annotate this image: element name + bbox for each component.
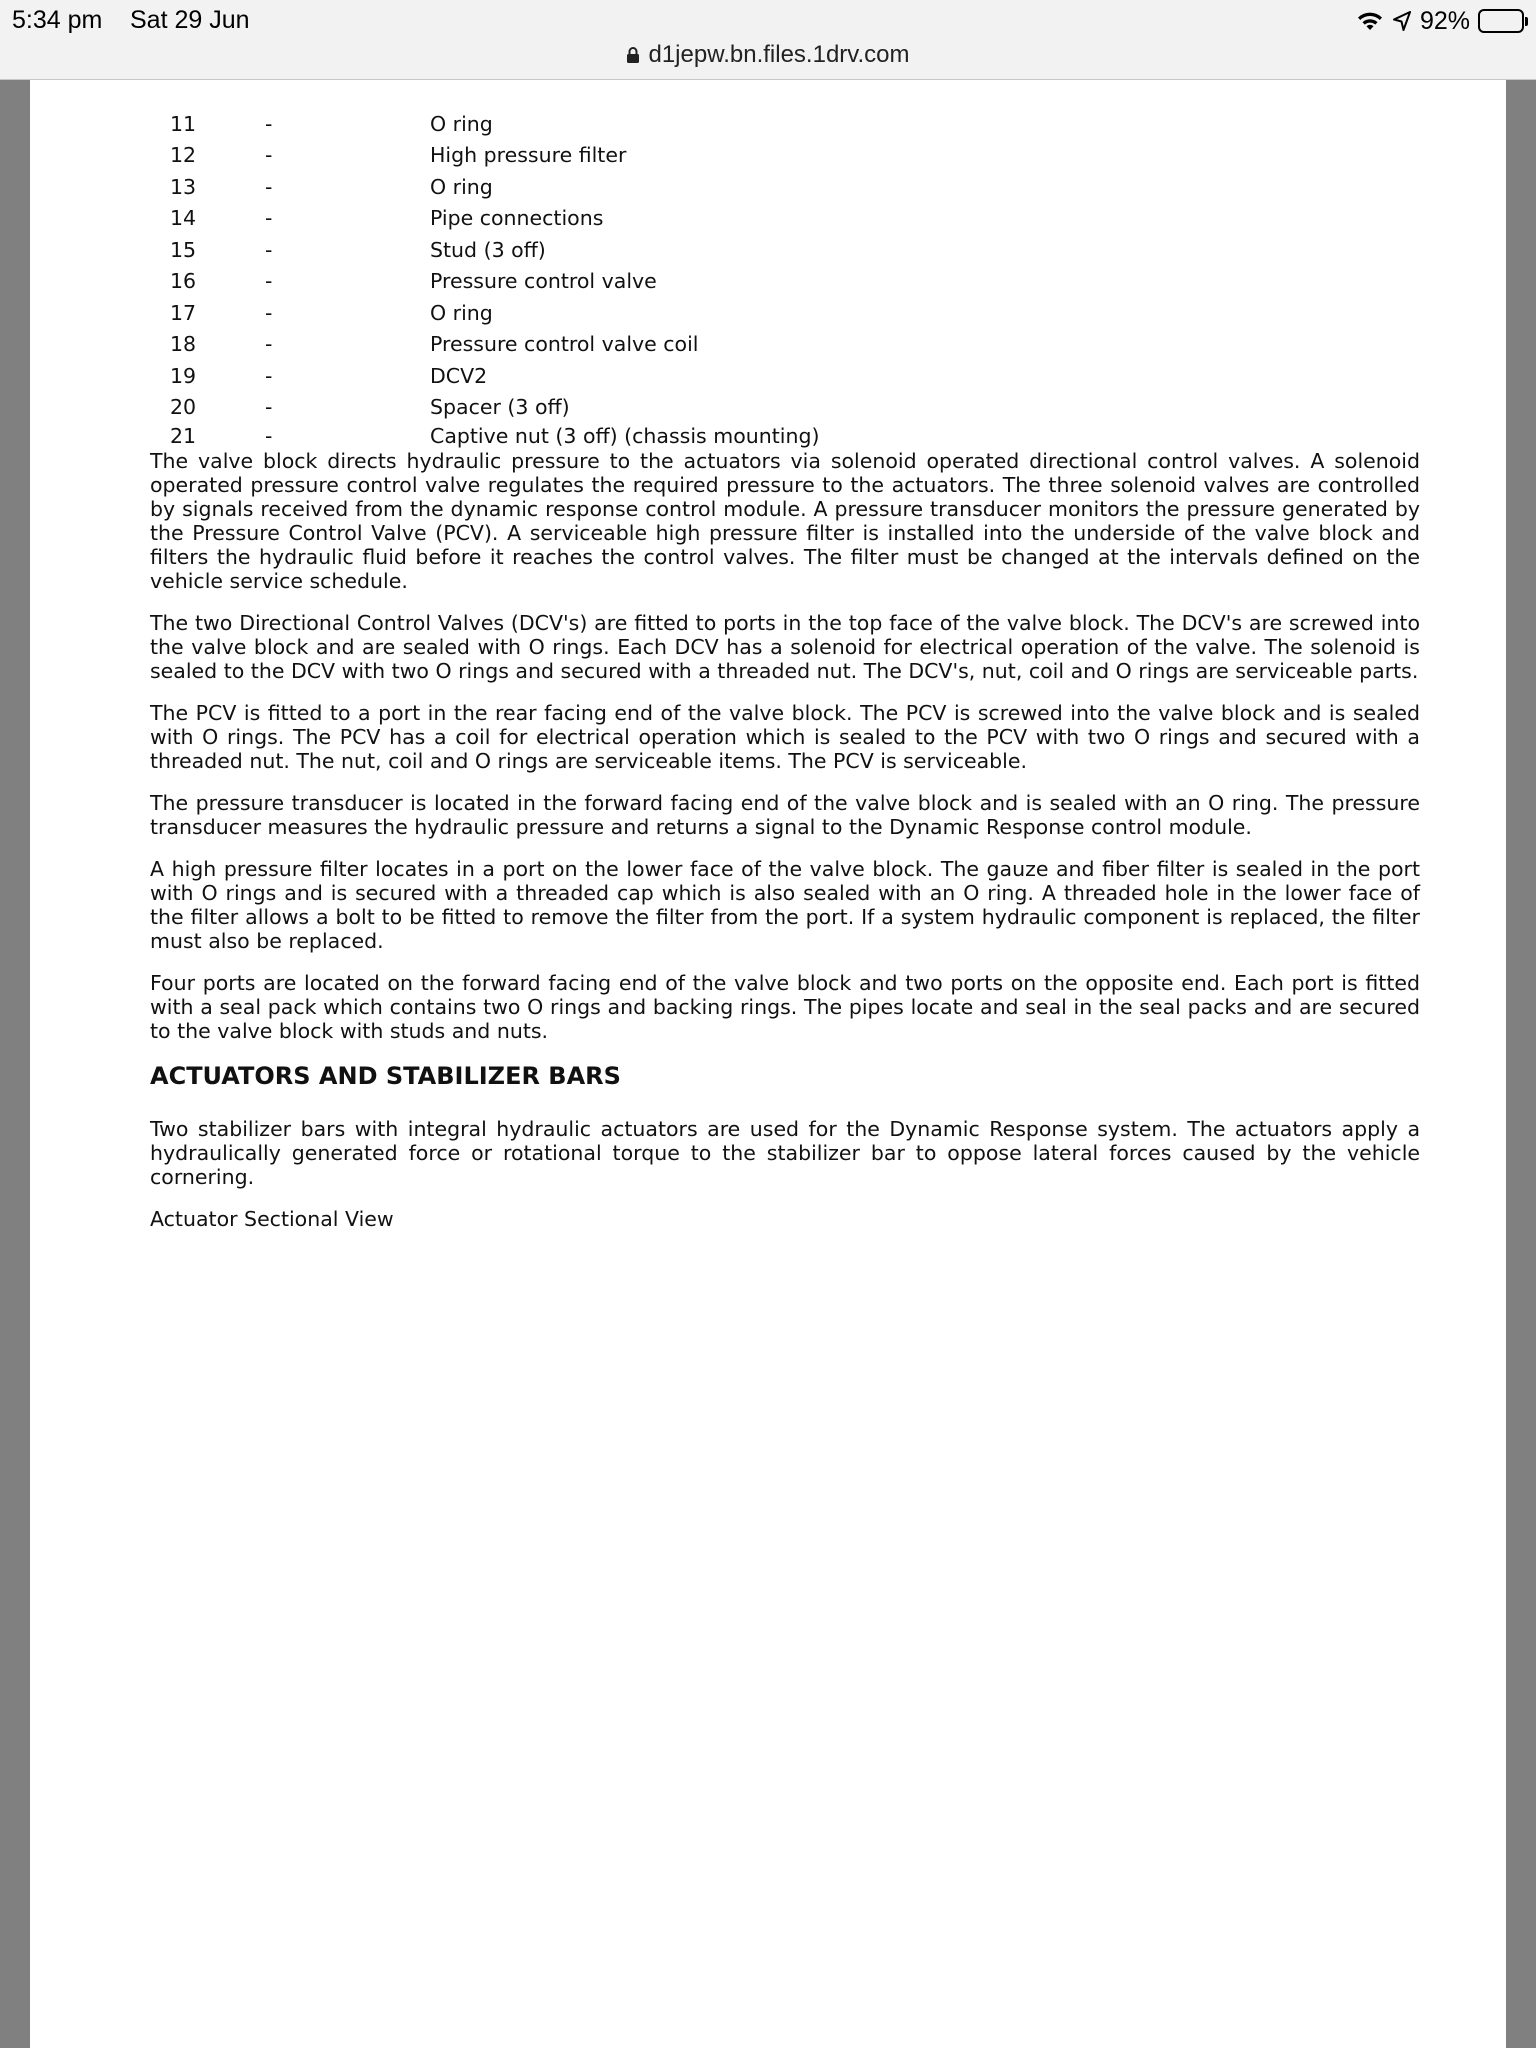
location-arrow-icon	[1392, 10, 1412, 32]
part-dash: -	[265, 111, 273, 136]
part-description: Pressure control valve	[430, 269, 657, 294]
part-description: DCV2	[430, 363, 488, 388]
battery-icon	[1478, 9, 1528, 33]
part-number: 14	[170, 206, 197, 231]
part-number: 12	[170, 143, 197, 168]
part-number: 19	[170, 363, 197, 388]
part-dash: -	[265, 174, 273, 199]
part-description: O ring	[430, 174, 493, 199]
part-number: 13	[170, 174, 197, 199]
part-number: 21	[170, 424, 197, 448]
parts-row	[150, 203, 819, 235]
paragraph-dcv: The two Directional Control Valves (DCV's) are fitted to ports in the top face of the valve block. The DCV's are screwed into the valve block and are sealed with O rings. Each DCV has a solenoid for electrical operation of the valve. The solenoid is sealed to the DCV with two O rings and secured with a threaded nut. The DCV's, nut, coil and O rings are serviceable parts.	[150, 611, 1420, 683]
paragraph-transducer: The pressure transducer is located in the forward facing end of the valve block and is sealed with an O ring. The pressure transducer measures the hydraulic pressure and returns a signal to the Dynamic Response control module.	[150, 791, 1420, 839]
part-number: 20	[170, 395, 197, 420]
parts-row	[150, 108, 819, 140]
parts-list	[150, 108, 819, 449]
parts-row	[150, 329, 819, 361]
figure-caption: Actuator Sectional View	[150, 1207, 394, 1231]
part-number: 18	[170, 332, 197, 357]
paragraph-ports: Four ports are located on the forward facing end of the valve block and two ports on the opposite end. Each port is fitted with a seal pack which contains two O rings and backing rings. The pipes locate and seal in the seal packs and are secured to the valve block with studs and nuts.	[150, 971, 1420, 1043]
part-dash: -	[265, 395, 273, 420]
part-description: Pressure control valve coil	[430, 332, 699, 357]
parts-row	[150, 234, 819, 266]
section-heading: ACTUATORS AND STABILIZER BARS	[150, 1062, 621, 1090]
part-description: O ring	[430, 111, 493, 136]
document-page[interactable]	[30, 80, 1506, 2048]
paragraph-valve-block: The valve block directs hydraulic pressure to the actuators via solenoid operated directional control valves. A solenoid operated pressure control valve regulates the required pressure to the actuators. The three solenoid valves are controlled by signals received from the dynamic response control module. A pressure transducer monitors the pressure generated by the Pressure Control Valve (PCV). A serviceable high pressure filter is installed into the underside of the valve block and filters the hydraulic fluid before it reaches the control valves. The filter must be changed at the intervals defined on the vehicle service schedule.	[150, 449, 1420, 593]
parts-row	[150, 171, 819, 203]
part-description: Stud (3 off)	[430, 237, 546, 262]
part-number: 16	[170, 269, 197, 294]
status-indicators	[1356, 6, 1528, 36]
status-time: 5:34 pm	[12, 6, 103, 34]
paragraph-pcv: The PCV is fitted to a port in the rear facing end of the valve block. The PCV is screwed into the valve block and is sealed with O rings. The PCV has a coil for electrical operation which is sealed to the PCV with two O rings and secured with a threaded nut. The nut, coil and O rings are serviceable items. The PCV is serviceable.	[150, 701, 1420, 773]
part-dash: -	[265, 424, 273, 448]
part-dash: -	[265, 206, 273, 231]
lock-icon	[626, 46, 640, 64]
paragraph-stabilizer: Two stabilizer bars with integral hydraulic actuators are used for the Dynamic Response system. The actuators apply a hydraulically generated force or rotational torque to the stabilizer bar to oppose lateral forces caused by the vehicle cornering.	[150, 1117, 1420, 1189]
address-bar[interactable]	[0, 38, 1536, 72]
part-description: O ring	[430, 300, 493, 325]
parts-row	[150, 423, 819, 449]
battery-percentage: 92%	[1419, 6, 1470, 35]
parts-row	[150, 392, 819, 424]
parts-row	[150, 140, 819, 172]
paragraph-filter: A high pressure filter locates in a port on the lower face of the valve block. The gauze and fiber filter is sealed in the port with O rings and is secured with a threaded cap which is also sealed with an O ring. A threaded hole in the lower face of the filter allows a bolt to be fitted to remove the filter from the port. If a system hydraulic component is replaced, the filter must also be replaced.	[150, 857, 1420, 953]
part-description: Captive nut (3 off) (chassis mounting)	[430, 424, 820, 448]
part-dash: -	[265, 237, 273, 262]
part-dash: -	[265, 269, 273, 294]
part-number: 11	[170, 111, 197, 136]
part-description: Spacer (3 off)	[430, 395, 570, 420]
status-date: Sat 29 Jun	[130, 6, 250, 34]
url-text[interactable]: d1jepw.bn.files.1drv.com	[648, 41, 910, 68]
part-dash: -	[265, 363, 273, 388]
part-dash: -	[265, 300, 273, 325]
parts-row	[150, 297, 819, 329]
part-dash: -	[265, 143, 273, 168]
part-description: High pressure filter	[430, 143, 627, 168]
document-content	[150, 108, 1420, 1231]
wifi-icon	[1356, 10, 1384, 32]
parts-row	[150, 360, 819, 392]
part-dash: -	[265, 332, 273, 357]
part-number: 17	[170, 300, 197, 325]
parts-row	[150, 266, 819, 298]
part-description: Pipe connections	[430, 206, 604, 231]
part-number: 15	[170, 237, 197, 262]
